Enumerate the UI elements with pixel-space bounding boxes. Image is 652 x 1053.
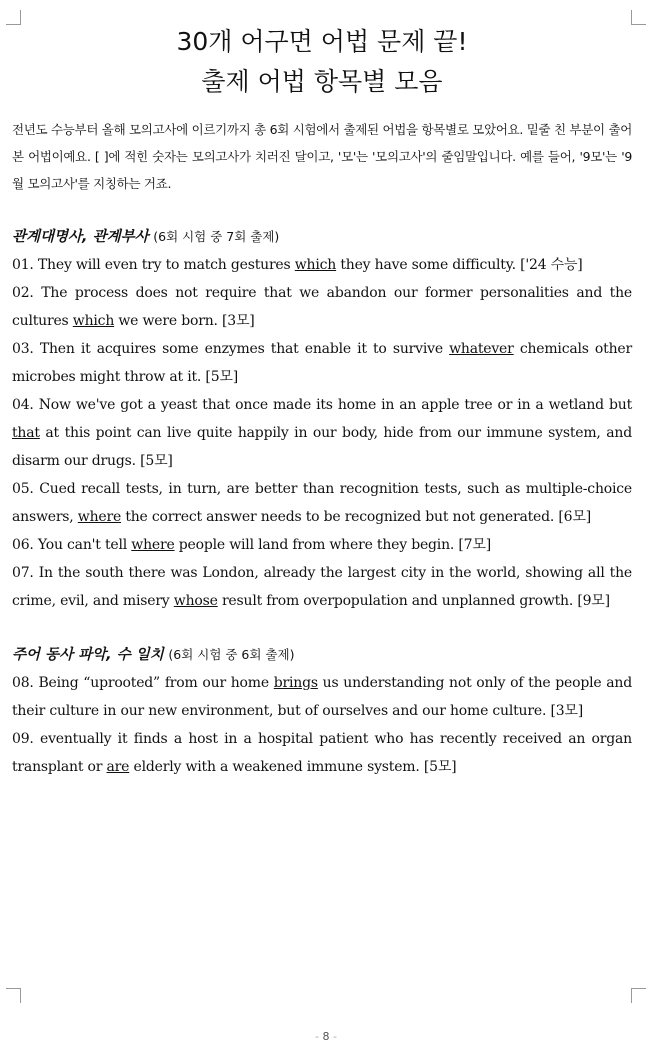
underlined-grammar-point: where	[77, 509, 122, 525]
item-text: 01. They will even try to match gestures	[12, 257, 295, 273]
item-text: 06. You can't tell	[12, 537, 132, 553]
section-note: (6회 시험 중 6회 출제)	[168, 647, 295, 662]
section-subject-verb-agreement	[12, 641, 632, 781]
item-text: 03. Then it acquires some enzymes that enable it to survive	[12, 341, 450, 357]
section-heading	[12, 223, 632, 251]
underlined-grammar-point: which	[72, 313, 115, 329]
underlined-grammar-point: are	[106, 759, 130, 775]
underlined-grammar-point: where	[131, 537, 175, 553]
item-list	[12, 669, 632, 781]
document-page	[12, 22, 632, 781]
title-line-2: 출제 어법 항목별 모음	[201, 67, 443, 96]
intro-paragraph: 전년도 수능부터 올해 모의고사에 이르기까지 총 6회 시험에서 출제된 어법을 항목별로 모았어요. 밑줄 친 부분이 출어본 어법이예요. [ ]에 적힌 숫자는 모의고사가 치러진 달이고, '모'는 '모의고사'의 줄임말입니다. 예를 들어, '9모'는 '9월 모의고사'를 지칭하는 거죠.	[12, 122, 632, 191]
corner-mark-bottom-right	[631, 988, 646, 1003]
question-item	[12, 279, 632, 335]
section-relative-pronouns	[12, 223, 632, 615]
corner-mark-bottom-left	[6, 988, 21, 1003]
section-title: 주어 동사 파악, 수 일치	[12, 647, 164, 663]
item-text: 05. Cued recall tests, in turn, are better than recognition tests, such as multiple-choice answers,	[12, 481, 632, 525]
underlined-grammar-point: whatever	[449, 341, 514, 357]
item-text: us understanding not only of the people and their culture in our new environment, but of ourselves and our home culture. [3모]	[12, 675, 633, 719]
question-item	[12, 531, 632, 559]
item-text: at this point can live quite happily in our body, hide from our immune system, and disarm our drugs. [5모]	[12, 425, 632, 469]
item-text: elderly with a weakened immune system. [5모]	[129, 759, 457, 775]
item-text: 08. Being “uprooted” from our home	[12, 675, 274, 691]
question-item	[12, 669, 632, 725]
item-text: chemicals other microbes might throw at it. [5모]	[12, 341, 632, 385]
section-heading	[12, 641, 632, 669]
page-number: - 8 -	[315, 1030, 337, 1043]
page-number-value: 8	[322, 1030, 330, 1043]
question-item	[12, 391, 632, 475]
underlined-grammar-point: brings	[273, 675, 318, 691]
question-item	[12, 559, 632, 615]
item-list	[12, 251, 632, 615]
underlined-grammar-point: that	[12, 425, 40, 441]
underlined-grammar-point: which	[294, 257, 337, 273]
corner-mark-top-right	[631, 10, 646, 25]
underlined-grammar-point: whose	[173, 593, 218, 609]
question-item	[12, 725, 632, 781]
item-text: people will land from where they begin. [7모]	[174, 537, 491, 553]
item-text: result from overpopulation and unplanned growth. [9모]	[217, 593, 610, 609]
page-title	[12, 22, 632, 102]
item-text: 07. In the south there was London, already the largest city in the world, showing all the crime, evil, and misery	[12, 565, 632, 609]
item-text: we were born. [3모]	[114, 313, 255, 329]
question-item	[12, 251, 632, 279]
item-text: 04. Now we've got a yeast that once made its home in an apple tree or in a wetland but	[12, 397, 632, 413]
item-text: the correct answer needs to be recognized but not generated. [6모]	[121, 509, 591, 525]
question-item	[12, 475, 632, 531]
question-item	[12, 335, 632, 391]
item-text: 09. eventually it finds a host in a hospital patient who has recently received an organ transplant or	[12, 731, 632, 775]
section-note: (6회 시험 중 7회 출제)	[153, 229, 280, 244]
item-text: they have some difficulty. ['24 수능]	[336, 257, 583, 273]
section-title: 관계대명사, 관계부사	[12, 229, 149, 245]
item-text: 02. The process does not require that we abandon our former personalities and the cultures	[12, 285, 632, 329]
title-line-1: 30개 어구면 어법 문제 끝!	[176, 27, 468, 56]
